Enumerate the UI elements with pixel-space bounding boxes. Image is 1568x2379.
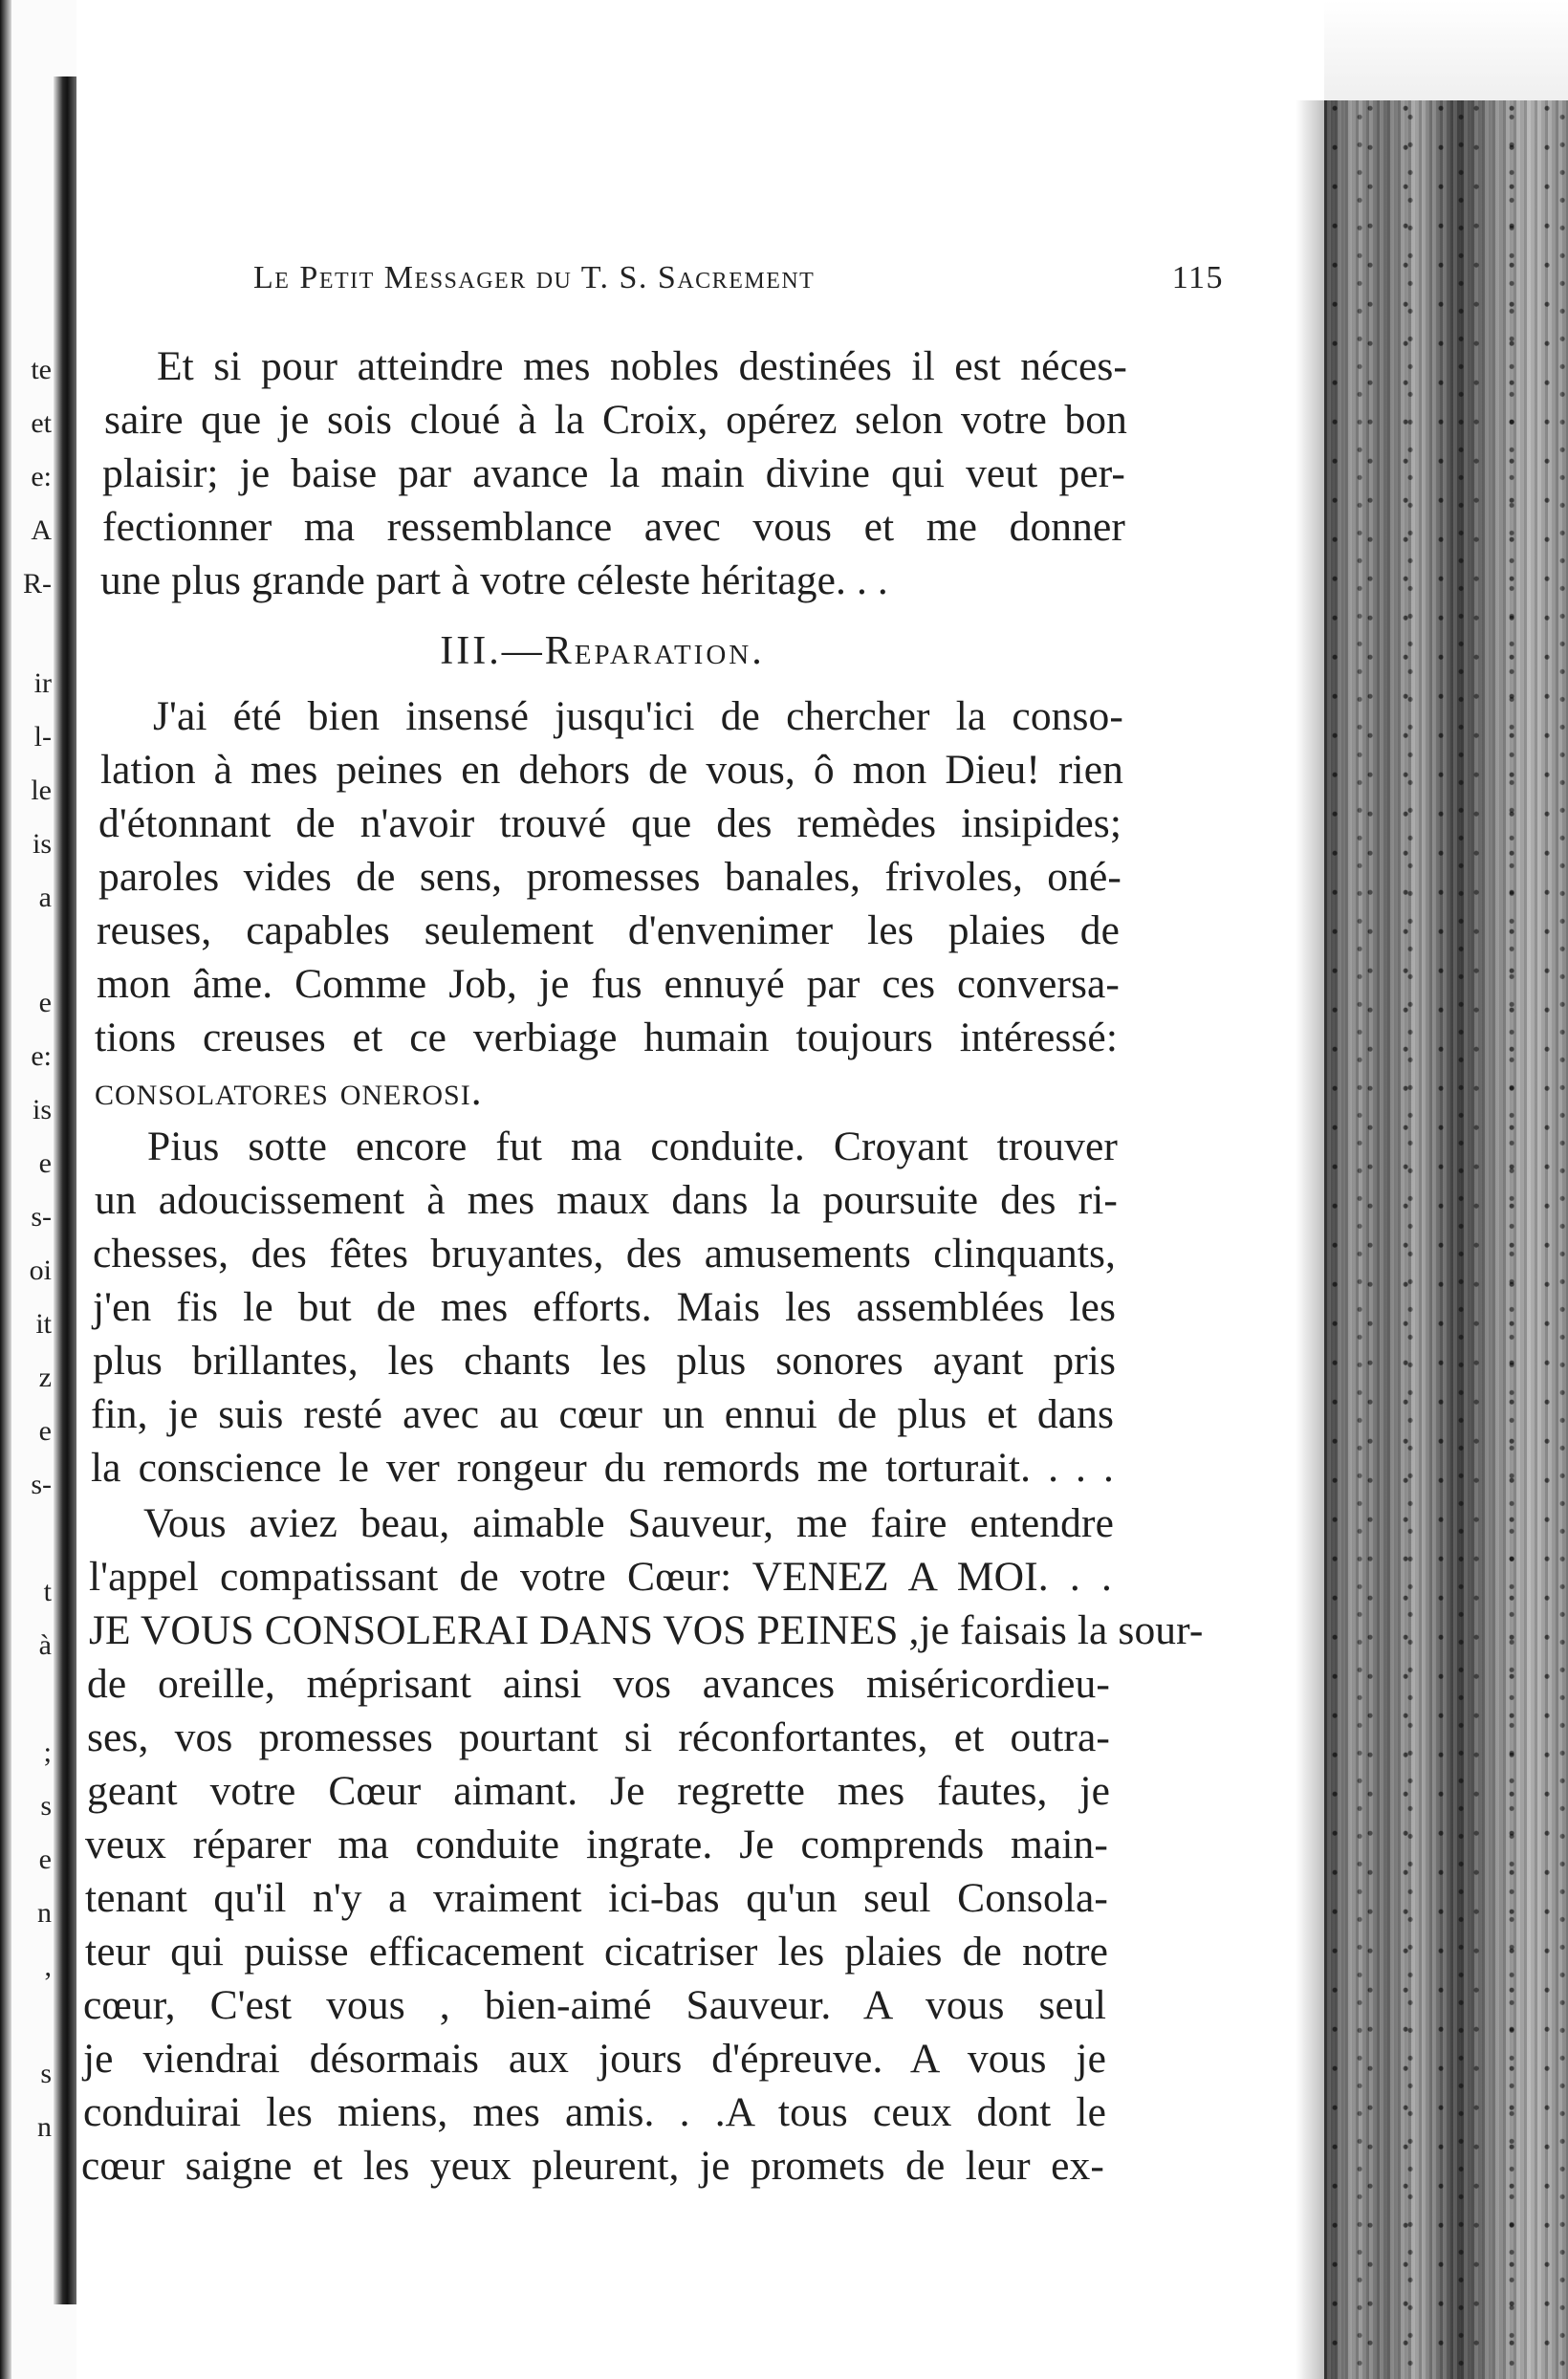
text-line: Vous aviez beau, aimable Sauveur, me faire entendre [143,1500,1114,1546]
text-line: geant votre Cœur aimant. Je regrette mes fautes, je [87,1768,1110,1814]
text-line: Pius sotte encore fut ma conduite. Croyant trouver [147,1124,1118,1169]
facing-page-fragment: a [38,882,52,913]
running-head-title: Le Petit Messager du T. S. Sacrement [253,260,816,295]
book-gutter [54,76,76,2304]
text-line: fin, je suis resté avec au cœur un ennui de plus et dans [91,1391,1114,1437]
facing-page-fragment: l- [33,721,52,753]
text-line: un adoucissement à mes maux dans la poursuite des ri- [95,1177,1118,1223]
facing-page-fragment: s [40,2058,52,2089]
facing-page-fragment: z [38,1362,52,1393]
text-line: la conscience le ver rongeur du remords me torturait. . . . [91,1445,1114,1491]
facing-page-fragment: ; [43,1736,52,1768]
text-line: conduirai les miens, mes amis. . .A tous ceux dont le [83,2089,1106,2135]
text-line: plus brillantes, les chants les plus sonores ayant pris [93,1338,1116,1384]
facing-page-fragment: e [38,1147,52,1179]
text-line: teur qui puisse efficacement cicatriser les plaies de notre [85,1929,1108,1975]
text-line: lation à mes peines en dehors de vous, ô mon Dieu! rien [100,747,1123,793]
text-line: tions creuses et ce verbiage humain toujours intéressé: [95,1015,1118,1060]
facing-page-fragment: s [40,1790,52,1822]
book-edge-top [1324,0,1568,100]
facing-page-fragment: le [31,775,52,806]
text-line: j'en fis le but de mes efforts. Mais les assemblées les [93,1284,1116,1330]
book-page-edges [1324,100,1568,2379]
facing-page-fragment: is [32,828,52,860]
facing-page-fragment: ir [33,667,52,699]
facing-page-fragment: A [31,514,52,546]
text-line: une plus grande part à votre céleste héritage. . . [100,557,888,603]
facing-page-fragment: R- [23,568,52,600]
facing-page-fragment: oi [29,1255,52,1286]
text-line: consolatores onerosi. [95,1068,483,1114]
text-line: l'appel compatissant de votre Cœur: VENEZ A MOI. . . [89,1554,1112,1600]
facing-page-fragment: et [31,407,52,439]
facing-page-fragment: e: [31,1040,52,1072]
facing-page-fragment: e [38,987,52,1018]
facing-page-fragment: n [37,1897,52,1929]
text-line: saire que je sois cloué à la Croix, opérez selon votre bon [104,397,1127,443]
text-line: d'étonnant de n'avoir trouvé que des remèdes insipides; [98,800,1122,846]
facing-page-fragment: n [37,2111,52,2143]
text-line: paroles vides de sens, promesses banales, frivoles, oné- [98,854,1122,900]
text-line: plaisir; je baise par avance la main divine qui veut per- [102,450,1125,496]
section-heading: III.—Reparation. [440,629,765,673]
text-line: je viendrai désormais aux jours d'épreuve. A vous je [83,2036,1106,2082]
facing-page-fragment: is [32,1094,52,1125]
page-edge-shadow [1296,100,1324,2379]
text-line: ses, vos promesses pourtant si réconfortantes, et outra- [87,1714,1110,1760]
text-line: Et si pour atteindre mes nobles destinées il est néces- [157,343,1127,389]
facing-page-fragment: s- [31,1469,52,1500]
facing-page-fragment: e [38,1844,52,1875]
facing-page-fragment: e [38,1415,52,1447]
text-line: mon âme. Comme Job, je fus ennuyé par ces conversa- [97,961,1120,1007]
facing-page-edge [0,0,76,2379]
text-line: J'ai été bien insensé jusqu'ici de chercher la conso- [153,693,1123,739]
facing-page-fragment: t [43,1576,52,1607]
facing-page-fragment: e: [31,461,52,492]
facing-page-fragment: à [38,1629,52,1661]
text-line: cœur, C'est vous , bien-aimé Sauveur. A vous seul [83,1982,1106,2028]
facing-page-fragment: , [44,1951,52,1982]
book-page [81,0,1296,2379]
facing-page-fragment: it [35,1308,52,1340]
text-line: reuses, capables seulement d'envenimer les plaies de [97,907,1120,953]
text-line: fectionner ma ressemblance avec vous et me donner [102,504,1125,550]
text-line: veux réparer ma conduite ingrate. Je comprends main- [85,1822,1108,1867]
page-number: 115 [1171,260,1224,295]
facing-page-fragment: s- [31,1201,52,1233]
facing-page-fragment: te [31,354,52,385]
text-line: JE VOUS CONSOLERAI DANS VOS PEINES ,je faisais la sour- [89,1607,1204,1653]
text-line: cœur saigne et les yeux pleurent, je promets de leur ex- [81,2143,1104,2189]
text-line: chesses, des fêtes bruyantes, des amusements clinquants, [93,1231,1116,1277]
text-line: de oreille, méprisant ainsi vos avances miséricordieu- [87,1661,1110,1707]
text-line: tenant qu'il n'y a vraiment ici-bas qu'un seul Consola- [85,1875,1108,1921]
